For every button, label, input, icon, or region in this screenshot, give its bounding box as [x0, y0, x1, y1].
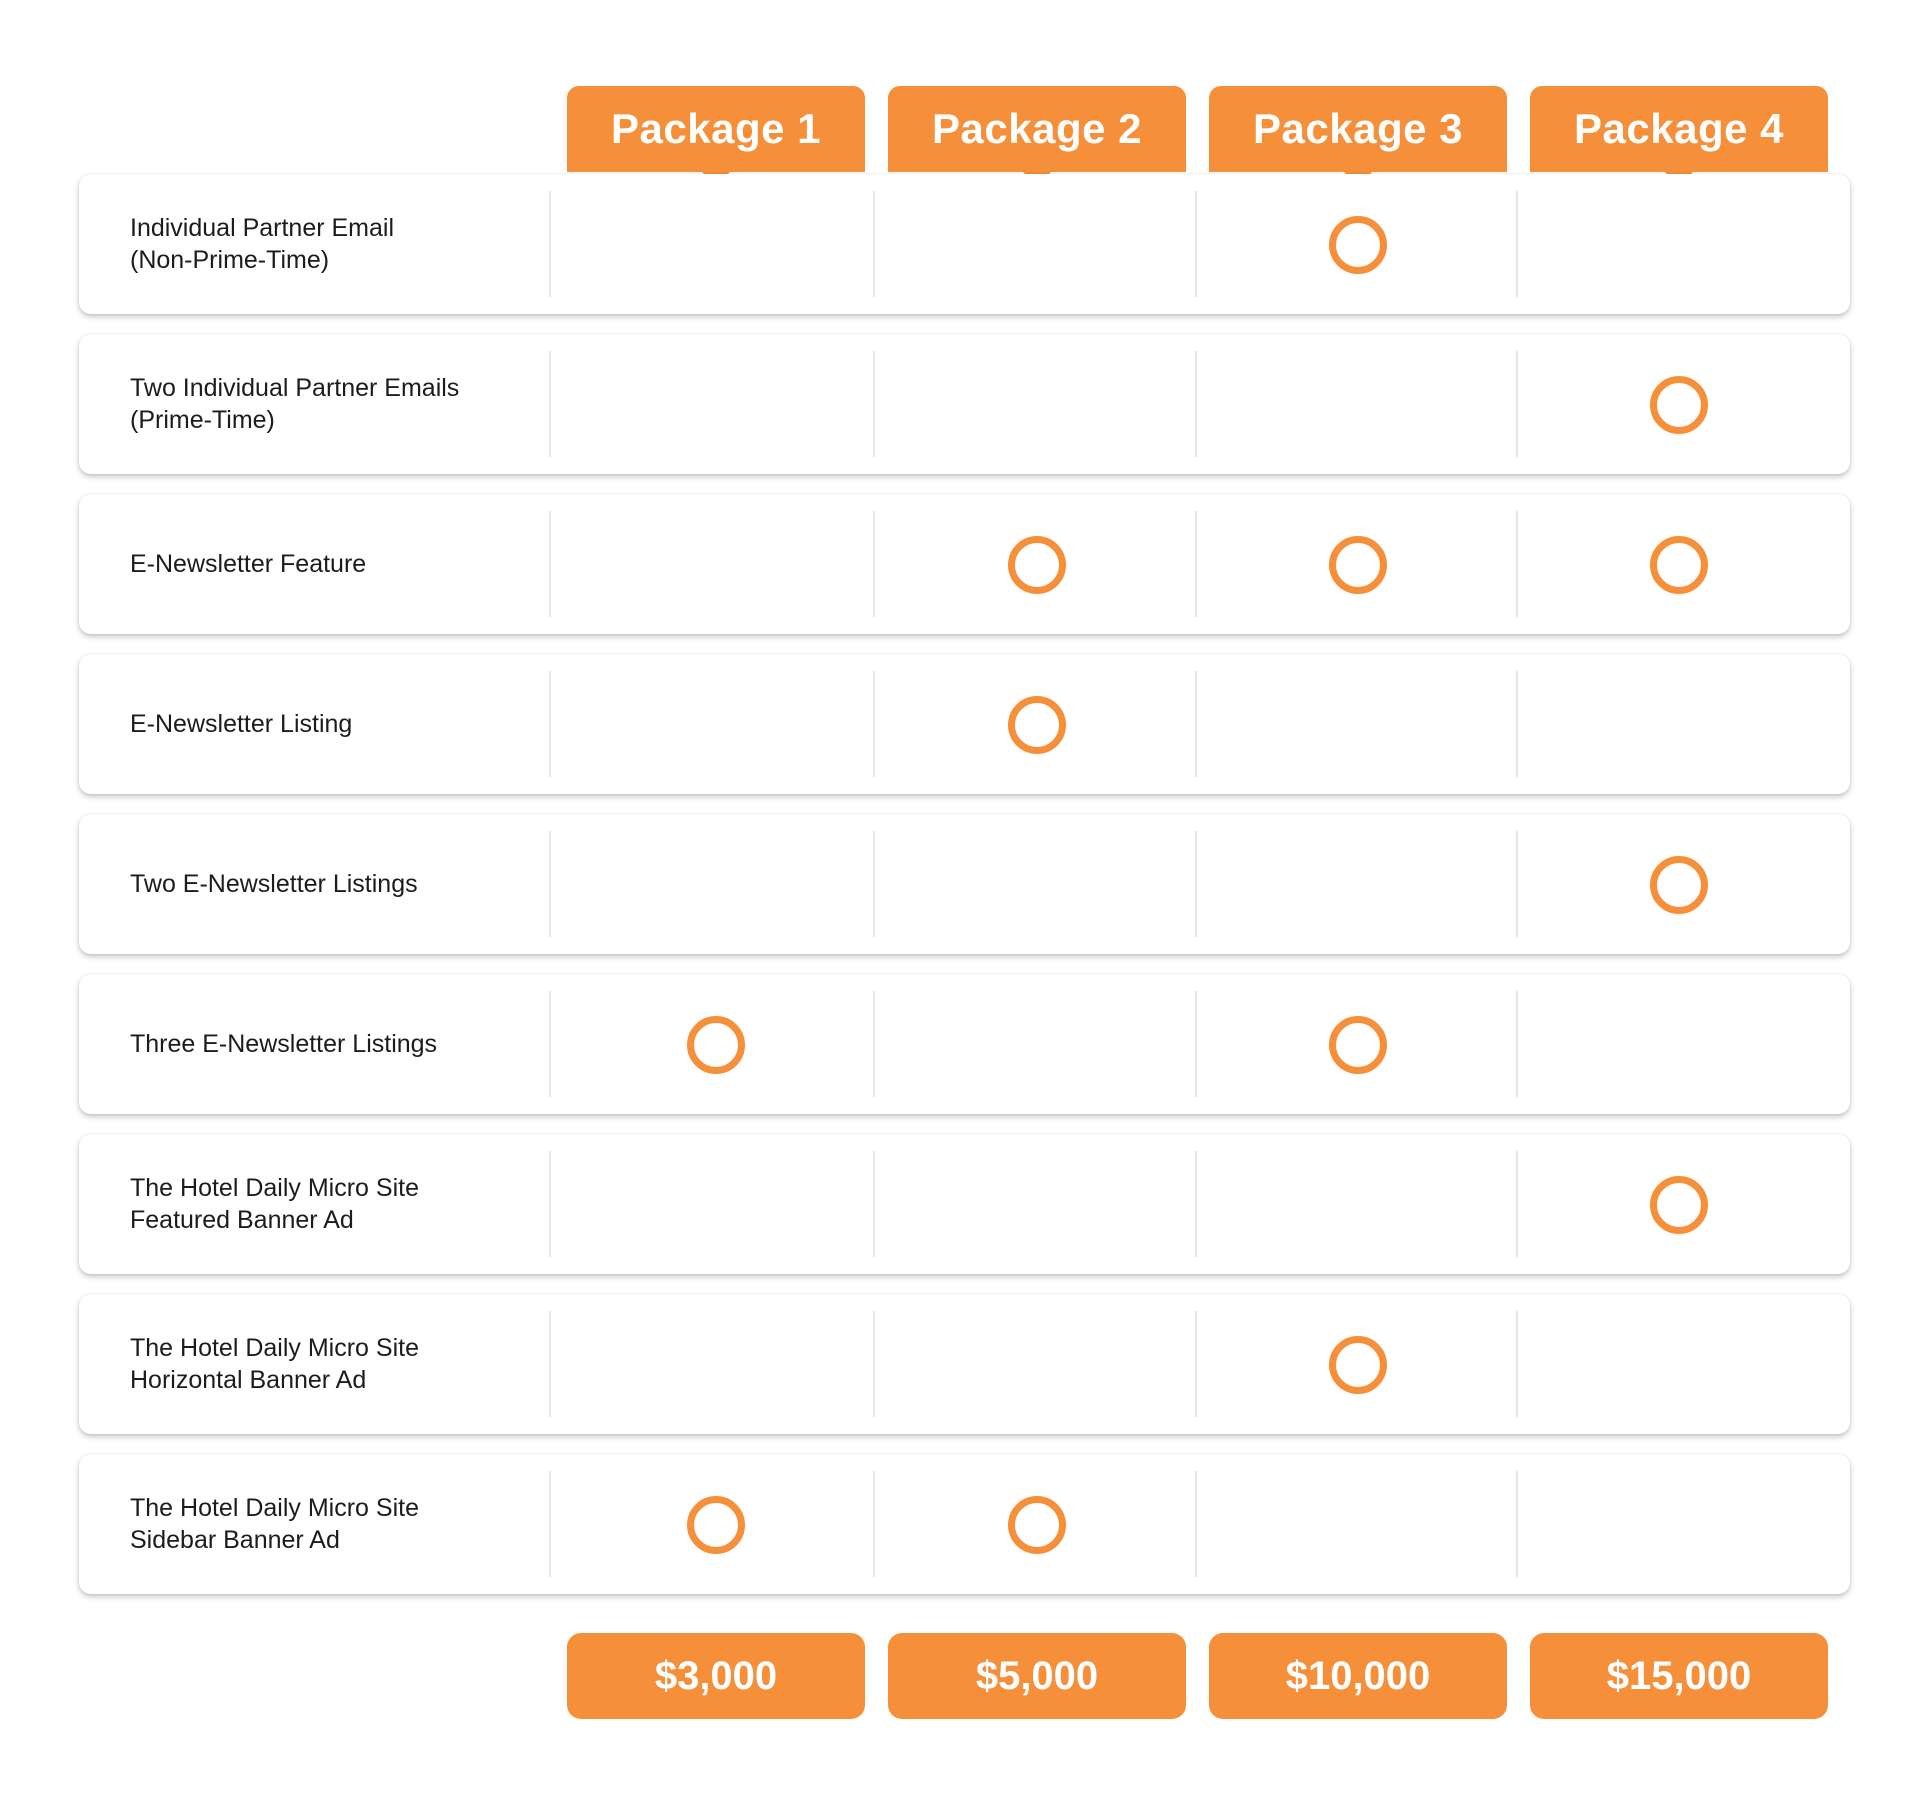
column-divider — [1195, 1151, 1197, 1257]
price-button-package-1[interactable]: $3,000 — [567, 1633, 865, 1719]
feature-row — [79, 974, 1850, 1114]
price-button-package-2[interactable]: $5,000 — [888, 1633, 1186, 1719]
ring-check-icon — [1650, 856, 1708, 914]
feature-label: E-Newsletter Feature — [130, 550, 367, 578]
column-divider — [1516, 191, 1518, 297]
column-divider — [1195, 1471, 1197, 1577]
ring-check-icon — [1650, 1176, 1708, 1234]
column-divider — [1516, 351, 1518, 457]
ring-check-icon — [1008, 696, 1066, 754]
column-divider — [873, 191, 875, 297]
column-divider — [549, 1471, 551, 1577]
column-divider — [873, 1471, 875, 1577]
column-divider — [873, 1311, 875, 1417]
column-divider — [873, 511, 875, 617]
ring-check-icon — [1650, 536, 1708, 594]
column-divider — [873, 671, 875, 777]
ring-check-icon — [1008, 536, 1066, 594]
column-divider — [1516, 991, 1518, 1097]
ring-check-icon — [1329, 1336, 1387, 1394]
column-divider — [1516, 1311, 1518, 1417]
package-header-2: Package 2 — [888, 86, 1186, 172]
ring-check-icon — [1329, 216, 1387, 274]
column-divider — [873, 991, 875, 1097]
column-divider — [873, 351, 875, 457]
feature-label: Two Individual Partner Emails (Prime-Time) — [130, 374, 460, 434]
feature-label: The Hotel Daily Micro Site Sidebar Banner Ad — [130, 1494, 419, 1554]
column-divider — [549, 671, 551, 777]
column-divider — [1516, 831, 1518, 937]
column-divider — [1195, 191, 1197, 297]
column-divider — [1516, 511, 1518, 617]
column-divider — [1516, 1471, 1518, 1577]
feature-row — [79, 494, 1850, 634]
column-divider — [1195, 1311, 1197, 1417]
package-header-3: Package 3 — [1209, 86, 1507, 172]
column-divider — [1516, 671, 1518, 777]
column-divider — [549, 191, 551, 297]
price-button-package-4[interactable]: $15,000 — [1530, 1633, 1828, 1719]
ring-check-icon — [1650, 376, 1708, 434]
feature-label: E-Newsletter Listing — [130, 710, 353, 738]
feature-row — [79, 174, 1850, 314]
ring-check-icon — [1329, 536, 1387, 594]
feature-label: Individual Partner Email (Non-Prime-Time) — [130, 214, 395, 274]
column-divider — [549, 831, 551, 937]
package-header-1: Package 1 — [567, 86, 865, 172]
feature-label: Three E-Newsletter Listings — [130, 1030, 438, 1058]
ring-check-icon — [687, 1016, 745, 1074]
column-divider — [549, 991, 551, 1097]
column-divider — [1195, 991, 1197, 1097]
feature-row — [79, 1134, 1850, 1274]
ring-check-icon — [1008, 1496, 1066, 1554]
column-divider — [1195, 671, 1197, 777]
ring-check-icon — [1329, 1016, 1387, 1074]
column-divider — [1195, 831, 1197, 937]
ring-check-icon — [687, 1496, 745, 1554]
feature-row — [79, 654, 1850, 794]
feature-label: The Hotel Daily Micro Site Featured Banner Ad — [130, 1174, 419, 1234]
column-divider — [549, 351, 551, 457]
feature-label: The Hotel Daily Micro Site Horizontal Banner Ad — [130, 1334, 419, 1394]
column-divider — [549, 511, 551, 617]
package-header-4: Package 4 — [1530, 86, 1828, 172]
column-divider — [1195, 351, 1197, 457]
feature-row — [79, 334, 1850, 474]
feature-label: Two E-Newsletter Listings — [130, 870, 418, 898]
column-divider — [1195, 511, 1197, 617]
column-divider — [873, 1151, 875, 1257]
column-divider — [549, 1311, 551, 1417]
column-divider — [549, 1151, 551, 1257]
column-divider — [873, 831, 875, 937]
column-divider — [1516, 1151, 1518, 1257]
feature-row — [79, 1454, 1850, 1594]
price-button-package-3[interactable]: $10,000 — [1209, 1633, 1507, 1719]
feature-row — [79, 814, 1850, 954]
feature-row — [79, 1294, 1850, 1434]
